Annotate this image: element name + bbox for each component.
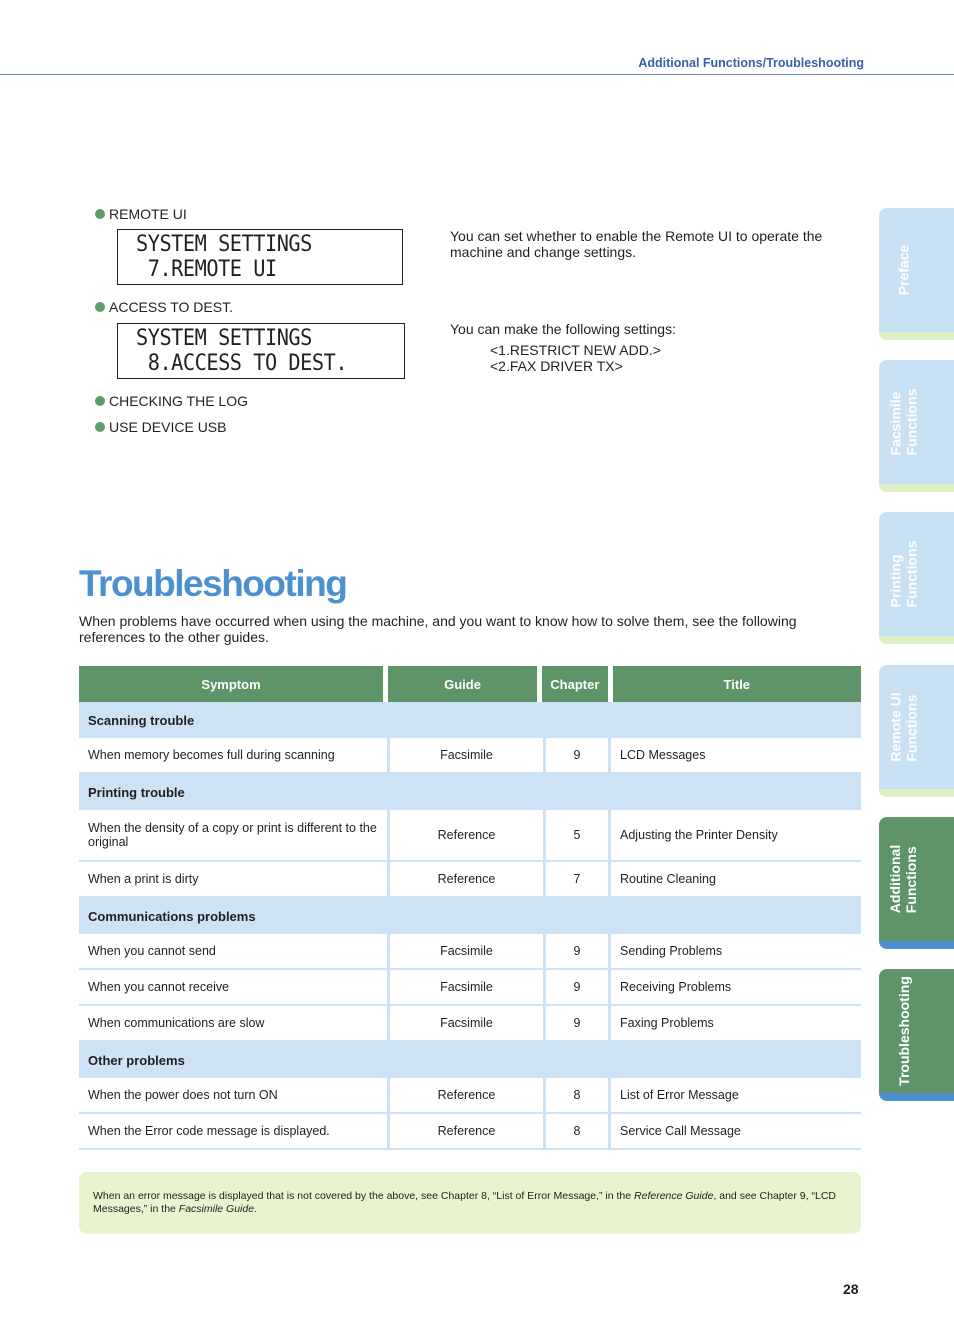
side-tab-troubleshooting[interactable]	[879, 969, 954, 1101]
cell-chapter: 9	[573, 1016, 581, 1030]
lcd-line-2: 7.REMOTE UI	[136, 257, 277, 282]
cell-title: Faxing Problems	[620, 1016, 714, 1030]
running-header-title: Additional Functions/Troubleshooting	[638, 56, 864, 70]
note-text-part: .	[254, 1202, 257, 1215]
cell-symptom: When a print is dirty	[88, 872, 199, 886]
cell-chapter: 9	[573, 980, 581, 994]
cell-chapter: 8	[573, 1088, 581, 1102]
section-heading: Troubleshooting	[79, 563, 347, 604]
side-tab-preface[interactable]	[879, 208, 954, 340]
cell-title: LCD Messages	[620, 748, 706, 762]
table-row	[79, 1114, 861, 1150]
cell-guide: Reference	[437, 1088, 496, 1102]
lcd-line-1: SYSTEM SETTINGS	[136, 326, 312, 351]
bullet-dot-icon	[95, 209, 105, 219]
tab-label-line1: Troubleshooting	[895, 976, 912, 1086]
cell-symptom: When the density of a copy or print is different to the original	[88, 821, 377, 849]
lcd-display-access-to-dest	[117, 323, 405, 379]
cell-guide: Reference	[437, 1124, 496, 1138]
tab-label-line2: Functions	[903, 388, 920, 456]
description-text: You can make the following settings:	[450, 321, 676, 337]
cell-guide: Facsimile	[440, 944, 493, 958]
column-header-chapter: Chapter	[542, 666, 608, 702]
table-header-row	[79, 666, 861, 702]
note-text-part: , and see Chapter 9, “LCD Messages,” in the	[93, 1190, 836, 1215]
note-reference-guide: Reference Guide	[634, 1190, 714, 1202]
column-header-symptom: Symptom	[79, 666, 383, 702]
option-restrict-new-add: <1.RESTRICT NEW ADD.>	[490, 342, 661, 358]
setting-remote-ui	[95, 206, 187, 222]
bullet-dot-icon	[95, 396, 105, 406]
cell-symptom: When the Error code message is displayed.	[88, 1124, 330, 1138]
cell-guide: Reference	[437, 872, 496, 886]
tab-label-line2: Functions	[903, 540, 920, 608]
section-row-communications: Communications problems	[79, 898, 861, 934]
remote-ui-description: You can set whether to enable the Remote UI to operate the machine and change settings.	[450, 228, 823, 260]
setting-checking-log	[95, 393, 248, 409]
cell-symptom: When you cannot receive	[88, 980, 230, 994]
table-row	[79, 1078, 861, 1114]
tab-label-line1: Preface	[895, 244, 912, 296]
side-tab-additional-functions[interactable]	[879, 817, 954, 949]
tab-label-line1: Printing	[887, 554, 904, 608]
column-header-guide: Guide	[388, 666, 537, 702]
table-row	[79, 1006, 861, 1042]
tab-label-line1: Remote UI	[887, 692, 904, 762]
cell-chapter: 9	[573, 944, 581, 958]
cell-symptom: When you cannot send	[88, 944, 216, 958]
side-tab-printing-functions[interactable]	[879, 512, 954, 644]
lcd-display-remote-ui	[117, 229, 403, 285]
setting-label: CHECKING THE LOG	[109, 393, 248, 409]
cell-guide: Facsimile	[440, 748, 493, 762]
table-row	[79, 934, 861, 970]
section-row-printing: Printing trouble	[79, 774, 861, 810]
tab-label-line2: Functions	[903, 846, 920, 914]
cell-guide: Facsimile	[440, 980, 493, 994]
lcd-line-2: 8.ACCESS TO DEST.	[136, 351, 348, 376]
tab-label-line1: Facsimile	[887, 391, 904, 456]
cell-chapter: 9	[573, 748, 581, 762]
cell-symptom: When memory becomes full during scanning	[88, 748, 335, 762]
table-row	[79, 738, 861, 774]
lcd-line-1: SYSTEM SETTINGS	[136, 232, 312, 257]
cell-chapter: 8	[573, 1124, 581, 1138]
cell-title: List of Error Message	[620, 1088, 739, 1102]
table-row	[79, 862, 861, 898]
tab-label-line2: Functions	[903, 694, 920, 762]
troubleshooting-table	[79, 666, 861, 1150]
side-tab-remote-ui-functions[interactable]	[879, 665, 954, 797]
cell-chapter: 7	[573, 872, 581, 886]
note-box	[79, 1172, 861, 1234]
tab-label-line1: Additional	[887, 844, 904, 914]
table-row	[79, 810, 861, 862]
setting-label: REMOTE UI	[109, 206, 187, 222]
setting-label: USE DEVICE USB	[109, 419, 227, 435]
bullet-dot-icon	[95, 302, 105, 312]
cell-title: Adjusting the Printer Density	[620, 828, 778, 842]
cell-chapter: 5	[573, 828, 581, 842]
section-row-scanning: Scanning trouble	[79, 702, 861, 738]
setting-use-device-usb	[95, 419, 226, 435]
cell-guide: Facsimile	[440, 1016, 493, 1030]
section-row-other: Other problems	[79, 1042, 861, 1078]
page-number: 28	[843, 1281, 859, 1297]
table-row	[79, 970, 861, 1006]
cell-symptom: When the power does not turn ON	[88, 1088, 278, 1102]
side-tab-facsimile-functions[interactable]	[879, 360, 954, 492]
header-rule	[0, 74, 954, 75]
cell-title: Sending Problems	[620, 944, 723, 958]
section-intro: When problems have occurred when using the machine, and you want to know how to solve them, see the following references to the other guides.	[79, 613, 797, 645]
cell-symptom: When communications are slow	[88, 1016, 265, 1030]
setting-access-to-dest	[95, 299, 233, 315]
bullet-dot-icon	[95, 422, 105, 432]
note-text-part: When an error message is displayed that is not covered by the above, see Chapter 8, “List of Error Message,” in the	[93, 1190, 635, 1202]
cell-title: Service Call Message	[620, 1124, 741, 1138]
column-header-title: Title	[613, 666, 861, 702]
access-to-dest-description	[450, 321, 850, 374]
setting-label: ACCESS TO DEST.	[109, 299, 233, 315]
note-facsimile-guide: Facsimile Guide	[178, 1202, 255, 1215]
cell-title: Routine Cleaning	[620, 872, 716, 886]
cell-title: Receiving Problems	[620, 980, 732, 994]
option-fax-driver-tx: <2.FAX DRIVER TX>	[490, 358, 623, 374]
cell-guide: Reference	[437, 828, 496, 842]
